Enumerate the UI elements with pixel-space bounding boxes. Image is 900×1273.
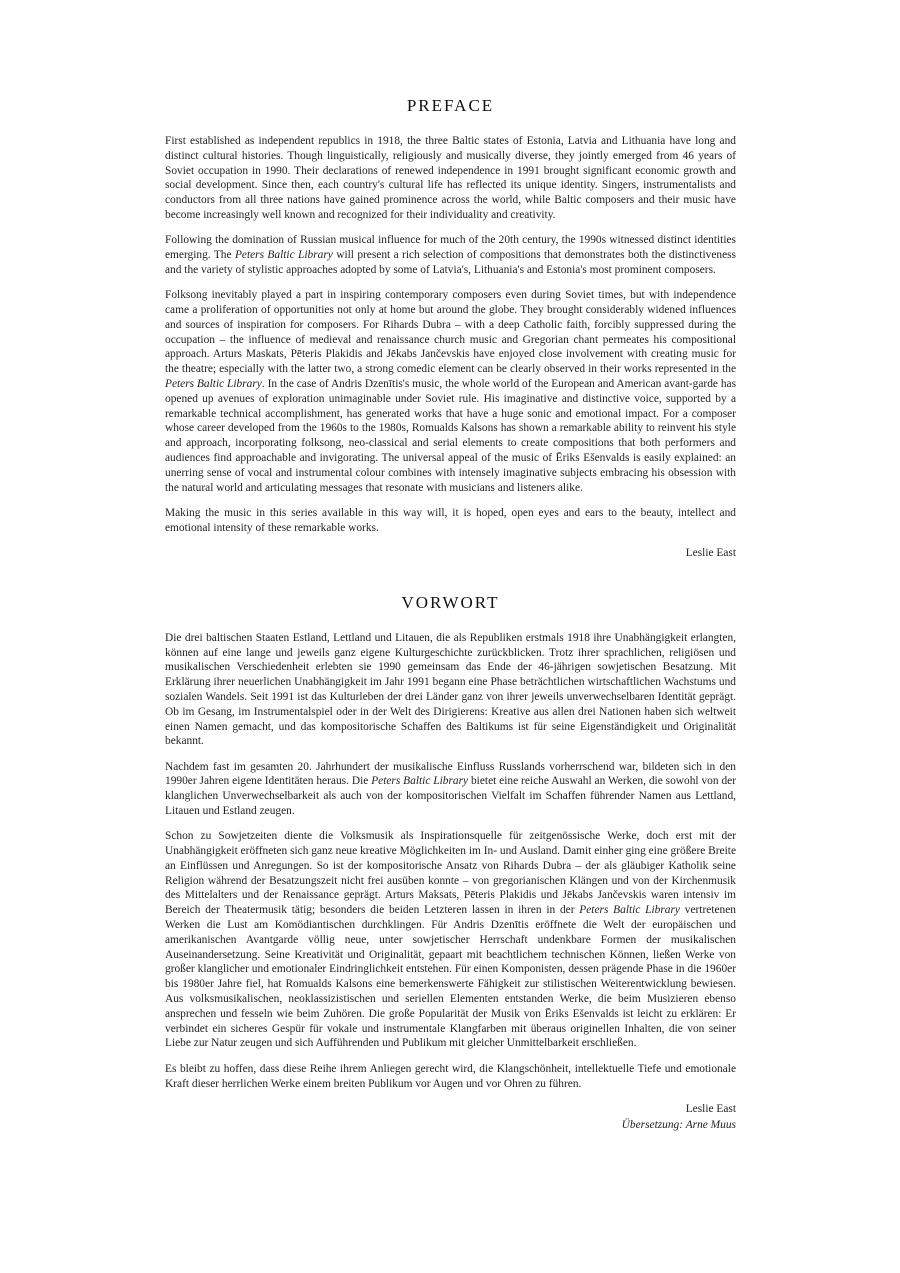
preface-section	[165, 96, 736, 561]
preface-paragraph-1: First established as independent republics in 1918, the three Baltic states of Estonia, Latvia and Lithuania have long and distinct cultural histories. Though linguistically, religiously and musically diverse, they jointly emerged from 46 years of Soviet occupation in 1990. Their declarations of renewed independence in 1991 brought significant economic growth and social development. Since then, each country's cultural life has reflected its unique identity. Singers, instrumentalists and conductors from all three nations have gained prominence across the world, while Baltic composers and their music have become increasingly well known and recognized for their individuality and creativity.	[165, 135, 736, 221]
vorwort-translator-credit: Übersetzung: Arne Muus	[621, 1118, 736, 1131]
preface-title: PREFACE	[406, 96, 495, 115]
preface-signature: Leslie East	[685, 546, 736, 559]
vorwort-section	[165, 593, 736, 1133]
preface-paragraph-4: Making the music in this series available in this way will, it is hoped, open eyes and ears to the beauty, intellect and emotional intensity of these remarkable works.	[165, 506, 736, 534]
vorwort-paragraph-4: Es bleibt zu hoffen, dass diese Reihe ihrem Anliegen gerecht wird, die Klangschönheit, intellektuelle Tiefe und emotionale Kraft dieser herrlichen Werke einem breiten Publikum vor Augen und vor Ohren zu führen.	[165, 1062, 736, 1090]
preface-paragraph-2: Following the domination of Russian musical influence for much of the 20th century, the 1990s witnessed distinct identities emerging. The Peters Baltic Library will present a rich selection of compositions that demonstrates both the distinctiveness and the variety of stylistic approaches adopted by some of Latvia's, Lithuania's and Estonia's most prominent composers.	[165, 234, 736, 276]
preface-paragraph-3: Folksong inevitably played a part in inspiring contemporary composers even during Soviet times, but with independence came a proliferation of opportunities not only at home but around the globe. They brought considerably widened influences and sources of inspiration for composers. For Rihards Dubra – with a deep Catholic faith, forcibly suppressed during the occupation – the influence of medieval and renaissance church music and Gregorian chant permeates his compositional approach. Arturs Maskats, Pēteris Plakidis and Jēkabs Jančevskis have enjoyed close involvement with creating music for the theatre; especially with the latter two, a strong comedic element can be clearly observed in their works represented in the Peters Baltic Library. In the case of Andris Dzenītis's music, the whole world of the European and American avant-garde has opened up avenues of exploration unimaginable under Soviet rule. His imaginative and distinctive voice, supported by a remarkable technical accomplishment, has generated works that have a huge sonic and emotional impact. For a composer whose career developed from the 1960s to the 1980s, Romualds Kalsons has shown a remarkable ability to reinvent his style and approach, incorporating folksong, neo-classical and serial elements to create compositions that both performers and audiences find approachable and invigorating. The universal appeal of the music of Ēriks Ešenvalds is easily explained: an unerring sense of vocal and instrumental colour combines with intensely imaginative subjects embracing his obsession with the natural world and articulating messages that resonate with musicians and listeners alike.	[165, 289, 737, 494]
vorwort-title: VORWORT	[401, 592, 500, 612]
vorwort-paragraph-2: Nachdem fast im gesamten 20. Jahrhundert der musikalische Einfluss Russlands vorherrschend war, bildeten sich in den 1990er Jahren eigene Identitäten heraus. Die Peters Baltic Library bietet eine reiche Auswahl an Werken, die sowohl von der klanglichen Unverwechselbarkeit als auch von der kompositorischen Vielfalt im Schaffen führender Namen aus Lettland, Litauen und Estland zeugen.	[165, 760, 736, 817]
vorwort-paragraph-3: Schon zu Sowjetzeiten diente die Volksmusik als Inspirationsquelle für zeitgenössische Werke, doch erst mit der Unabhängigkeit eröffneten sich ganz neue kreative Möglichkeiten im In- und Ausland. Damit einher ging eine größere Breite an Einflüssen und Anregungen. So ist der kompositorische Ansatz von Rihards Dubra – der als gläubiger Katholik seine Religion während der Besatzungszeit nicht frei ausüben konnte – von gregorianischen Klängen und von der Kirchenmusik des Mittelalters und der Renaissance geprägt. Arturs Maksats, Pēteris Plakidis und Jēkabs Jančevskis waren intensiv im Bereich der Theatermusik tätig; besonders die beiden Letzteren lassen in ihren in der Peters Baltic Library vertretenen Werken die Lust am Komödiantischen durchklingen. Für Andris Dzenītis eröffnete die Welt der europäischen und amerikanischen Avantgarde völlig neue, unter sowjetischer Herrschaft undenkbare Formen der musikalischen Auseinandersetzung. Seine Kreativität und Originalität, gepaart mit beachtlichem technischen Können, ließen Werke von großer klanglicher und emotionaler Eindringlichkeit entstehen. Für einen Komponisten, dessen prägende Phase in die 1960er bis 1980er Jahre fiel, hat Romualds Kalsons eine bemerkenswerte Fähigkeit zur stilistischen Weiterentwicklung bewiesen. Aus volksmusikalischen, neoklassizistischen und seriellen Elementen entstanden Werke, die beim Musizieren ebenso ansprechen und fesseln wie beim Zuhören. Die große Popularität der Musik von Ēriks Ešenvalds ist leicht zu erklären: Er verbindet ein sicheres Gespür für vokale und instrumentale Klangfarben mit überaus originellen Inhalten, die von seiner Liebe zur Natur zeugen und sich Aufführenden und Publikum mit gleicher Unmittelbarkeit erschließen.	[165, 830, 736, 1050]
vorwort-signature: Leslie East	[685, 1102, 736, 1115]
vorwort-paragraph-1: Die drei baltischen Staaten Estland, Lettland und Litauen, die als Republiken erstmals 1918 ihre Unabhängigkeit erlangten, können auf eine lange und jeweils ganz eigene Kulturgeschichte zurückblicken. Trotz ihrer sprachlichen, religiösen und musikalischen Verschiedenheit erlebten sie 1990 gemeinsam das Ende der 46-jährigen sowjetischen Besatzung. Mit Erklärung ihrer neuerlichen Unabhängigkeit im Jahr 1991 begann eine Phase beträchtlichen wirtschaftlichen Wachstums und sozialen Wandels. Seit 1991 ist das Kulturleben der drei Länder ganz von ihrer jeweils unverwechselbaren Identität geprägt. Ob im Gesang, im Instrumentalspiel oder in der Welt des Dirigierens: Kreative aus allen drei Nationen haben sich weltweit einen Namen gemacht, und das kompositorische Schaffen des Baltikums ist für seine Eigenständigkeit und Originalität bekannt.	[165, 631, 736, 748]
